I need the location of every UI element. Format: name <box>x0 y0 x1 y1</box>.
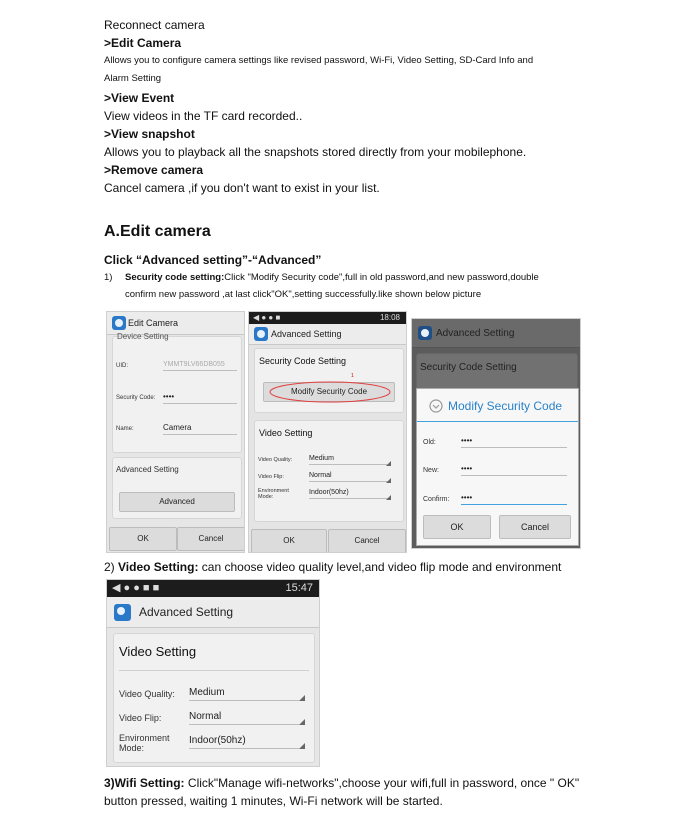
uid-field[interactable]: YMMT9LV66DB055 <box>163 361 237 371</box>
dialog-divider <box>417 421 578 422</box>
remove-camera-desc: Cancel camera ,if you don't want to exist in your list. <box>104 181 380 195</box>
old-password-field[interactable]: •••• <box>461 436 567 448</box>
advanced-setting-header: Advanced Setting <box>116 465 179 474</box>
security-code-card <box>254 348 404 413</box>
name-field[interactable]: Camera <box>163 423 237 435</box>
video-flip-label: Video Flip: <box>119 713 162 723</box>
device-setting-header: Device Setting <box>117 332 169 341</box>
modify-security-code-label: Modify Security Code <box>290 387 368 396</box>
step3-bold: 3)Wifi Setting: <box>104 776 185 790</box>
app-logo-icon <box>254 327 268 341</box>
cancel-button[interactable]: Cancel <box>328 529 406 553</box>
click-instruction: Click “Advanced setting”-“Advanced” <box>104 253 322 267</box>
dialog-ok-button[interactable]: OK <box>423 515 491 539</box>
modify-security-code-screenshot <box>411 318 581 549</box>
name-label: Name: <box>116 426 134 432</box>
view-event-desc: View videos in the TF card recorded.. <box>104 109 303 123</box>
dropdown-arrow-icon <box>299 695 305 701</box>
view-event-title: >View Event <box>104 91 175 105</box>
step2-line <box>104 559 561 575</box>
environment-mode-label: Environment Mode: <box>119 733 170 753</box>
dropdown-arrow-icon <box>299 719 305 725</box>
video-setting-card <box>254 420 404 522</box>
video-quality-select[interactable]: Medium <box>189 687 299 701</box>
card-divider <box>119 670 309 671</box>
security-code-label: Security Code: <box>116 395 156 401</box>
dropdown-arrow-icon <box>386 495 391 500</box>
video-flip-select[interactable]: Normal <box>309 472 391 482</box>
video-title-bar: Advanced Setting <box>139 605 234 619</box>
new-password-field[interactable]: •••• <box>461 464 567 476</box>
security-code-field[interactable]: •••• <box>163 392 237 404</box>
step1-line2: confirm new password ,at last click"OK",setting successfully.like shown below picture <box>125 289 482 300</box>
shield-icon <box>429 399 443 413</box>
environment-mode-select[interactable]: Indoor(50hz) <box>309 489 391 499</box>
cancel-button[interactable]: Cancel <box>177 527 245 551</box>
video-setting-card <box>113 633 315 763</box>
view-snapshot-desc: Allows you to playback all the snapshots stored directly from your mobilephone. <box>104 145 527 159</box>
status-bar <box>249 312 406 324</box>
environment-mode-label: Environment Mode: <box>258 488 289 500</box>
video-quality-label: Video Quality: <box>119 689 175 699</box>
edit-camera-title-bar: Edit Camera <box>128 318 179 328</box>
confirm-label: Confirm: <box>423 496 450 503</box>
video-setting-header: Video Setting <box>119 644 197 659</box>
video-flip-label: Video Flip: <box>258 474 284 480</box>
highlight-ellipse-icon <box>268 381 392 403</box>
app-logo-icon <box>114 604 131 621</box>
confirm-password-field[interactable]: •••• <box>461 493 567 505</box>
video-setting-header: Video Setting <box>259 428 313 438</box>
dimmed-actionbar <box>412 319 580 348</box>
video-quality-select[interactable]: Medium <box>309 455 391 465</box>
ok-button[interactable]: OK <box>251 529 327 553</box>
step-marker: 1 <box>351 373 354 379</box>
step2-number: 2) <box>104 560 115 574</box>
modify-security-code-dialog <box>416 388 579 546</box>
step3-text1: Click"Manage wifi-networks",choose your wifi,full in password, once " OK" <box>184 776 580 790</box>
step1-line1 <box>125 269 539 286</box>
app-logo-icon <box>418 326 432 340</box>
dimmed-title-bar: Advanced Setting <box>436 328 515 339</box>
status-icons: ◀ ● ● ■ <box>253 313 281 322</box>
clock: 18:08 <box>379 313 400 322</box>
edit-camera-desc-2: Alarm Setting <box>104 73 162 84</box>
environment-mode-select[interactable]: Indoor(50hz) <box>189 735 299 749</box>
section-heading: A.Edit camera <box>104 223 211 240</box>
video-actionbar <box>107 597 319 628</box>
advanced-actionbar <box>249 324 406 345</box>
step3-line1 <box>104 775 579 791</box>
remove-camera-title: >Remove camera <box>104 163 204 177</box>
edit-camera-screenshot <box>106 311 245 553</box>
edit-camera-desc-1: Allows you to configure camera settings like revised password, Wi-Fi, Video Setting, SD-Card Info and <box>104 55 534 66</box>
device-setting-card <box>112 332 242 453</box>
status-icons: ◀ ● ● ■ ■ <box>112 582 160 594</box>
modify-security-code-button[interactable] <box>263 382 395 402</box>
step1-number: 1) <box>104 272 113 283</box>
step2-bold: Video Setting: <box>118 560 199 574</box>
video-setting-screenshot <box>106 579 320 767</box>
clock: 15:47 <box>285 582 313 594</box>
uid-label: UID: <box>116 363 128 369</box>
dropdown-arrow-icon <box>386 461 391 466</box>
dialog-title: Modify Security Code <box>448 399 563 413</box>
status-bar <box>107 580 319 597</box>
app-logo-icon <box>112 316 126 330</box>
dimmed-security-header: Security Code Setting <box>420 362 517 373</box>
step1-bold: Security code setting: <box>125 272 225 283</box>
new-label: New: <box>423 467 439 474</box>
step3-line2: button pressed, waiting 1 minutes, Wi-Fi network will be started. <box>104 794 443 808</box>
view-snapshot-title: >View snapshot <box>104 127 195 141</box>
advanced-title-bar: Advanced Setting <box>271 329 342 339</box>
step2-text: can choose video quality level,and video flip mode and environment <box>198 560 562 574</box>
advanced-button[interactable]: Advanced <box>119 492 235 512</box>
advanced-setting-card <box>112 457 242 519</box>
dropdown-arrow-icon <box>386 478 391 483</box>
edit-camera-title: >Edit Camera <box>104 36 182 50</box>
step1-text1: Click "Modify Security code",full in old password,and new password,double <box>224 272 539 283</box>
video-flip-select[interactable]: Normal <box>189 711 299 725</box>
reconnect-camera-text: Reconnect camera <box>104 18 205 32</box>
security-code-setting-header: Security Code Setting <box>259 356 347 366</box>
dropdown-arrow-icon <box>299 743 305 749</box>
advanced-setting-screenshot <box>248 311 407 553</box>
old-label: Old: <box>423 439 436 446</box>
video-quality-label: Video Quality: <box>258 457 293 463</box>
ok-button[interactable]: OK <box>109 527 177 551</box>
dialog-cancel-button[interactable]: Cancel <box>499 515 571 539</box>
